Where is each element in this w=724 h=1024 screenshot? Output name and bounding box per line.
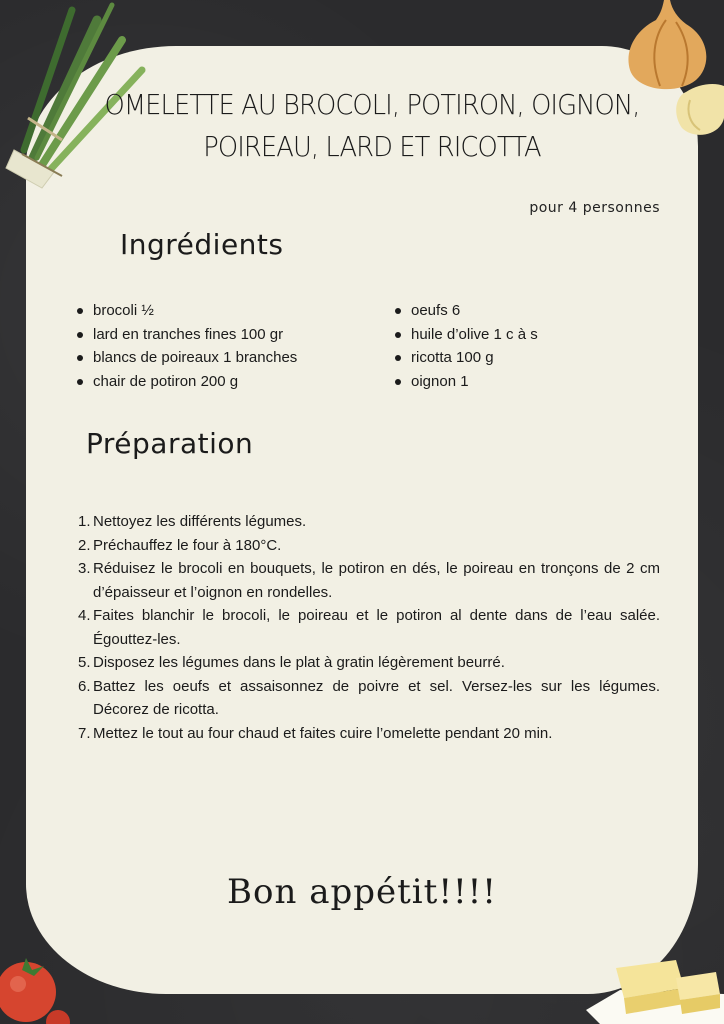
recipe-title: OMELETTE AU BROCOLI, POTIRON, OIGNON, POIREAU, LARD ET RICOTTA (104, 88, 640, 163)
step-text: Faites blanchir le brocoli, le poireau et le potiron al dente dans de l’eau salée. Égouttez-les. (93, 607, 660, 648)
ingredient-item: brocoli ½ (76, 299, 297, 323)
ingredient-item: oignon 1 (394, 370, 538, 394)
step-item (78, 651, 660, 675)
ingredient-item: ricotta 100 g (394, 346, 538, 370)
step-item (78, 534, 660, 558)
ingredient-item: huile d’olive 1 c à s (394, 323, 538, 347)
step-number: 7. (78, 724, 91, 742)
step-item (78, 604, 660, 651)
step-text: Réduisez le brocoli en bouquets, le potiron en dés, le poireau en tronçons de 2 cm d’épaisseur et l’oignon en rondelles. (93, 560, 660, 601)
bon-appetit-text: Bon appétit!!!! (227, 872, 497, 912)
ingredient-item: lard en tranches fines 100 gr (76, 323, 297, 347)
ingredient-item: oeufs 6 (394, 299, 538, 323)
step-item (78, 722, 660, 746)
step-text: Battez les oeufs et assaisonnez de poivre et sel. Versez-les sur les légumes. Décorez de ricotta. (93, 677, 660, 718)
step-text: Mettez le tout au four chaud et faites cuire l’omelette pendant 20 min. (93, 724, 553, 742)
step-item (78, 675, 660, 722)
step-item (78, 557, 660, 604)
ingredients-heading: Ingrédients (120, 228, 284, 261)
preparation-heading: Préparation (86, 427, 254, 460)
step-number: 2. (78, 536, 91, 554)
step-number: 4. (78, 607, 91, 624)
step-text: Préchauffez le four à 180°C. (93, 536, 282, 554)
step-text: Nettoyez les différents légumes. (93, 513, 307, 530)
ingredient-item: chair de potiron 200 g (76, 370, 297, 394)
step-text: Disposez les légumes dans le plat à gratin légèrement beurré. (93, 654, 505, 671)
step-number: 3. (78, 560, 91, 577)
ingredients-list-left (76, 299, 297, 393)
ingredients-list-right (394, 299, 538, 393)
step-number: 1. (78, 513, 91, 530)
tomato-illustration-icon (0, 940, 70, 1024)
preparation-steps (78, 510, 660, 745)
servings-label: pour 4 personnes (529, 200, 660, 216)
ingredient-item: blancs de poireaux 1 branches (76, 346, 297, 370)
step-number: 5. (78, 654, 91, 671)
step-item (78, 510, 660, 534)
step-number: 6. (78, 677, 91, 695)
butter-illustration-icon (580, 950, 724, 1024)
